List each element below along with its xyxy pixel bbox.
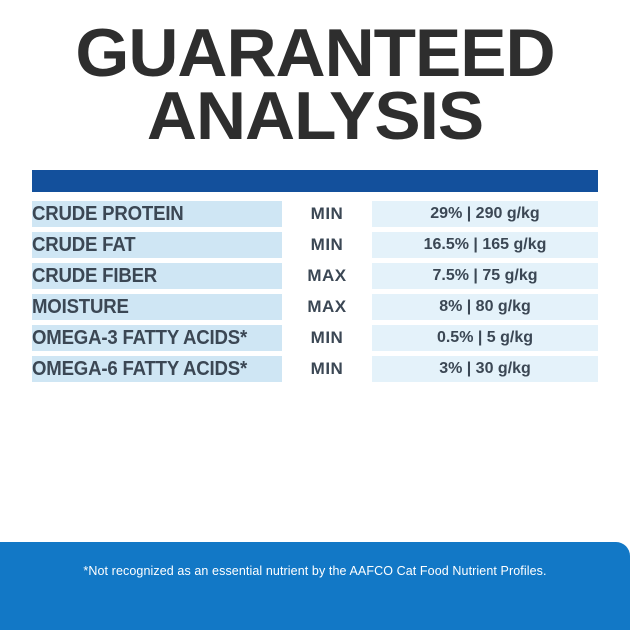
nutrient-name-cell bbox=[32, 356, 282, 382]
qualifier-cell: MIN bbox=[282, 356, 372, 382]
nutrient-name-text: OMEGA-3 FATTY ACIDS* bbox=[32, 326, 248, 349]
table-row bbox=[32, 356, 598, 382]
value-cell: 8% | 80 g/kg bbox=[372, 294, 598, 320]
table-row bbox=[32, 263, 598, 289]
page-title bbox=[0, 0, 630, 155]
title-line-2: ANALYSIS bbox=[146, 78, 484, 155]
qualifier-cell: MAX bbox=[282, 294, 372, 320]
nutrient-name-cell bbox=[32, 294, 282, 320]
footnote-text: *Not recognized as an essential nutrient by the AAFCO Cat Food Nutrient Profiles. bbox=[83, 564, 547, 578]
table-row bbox=[32, 325, 598, 351]
qualifier-cell: MIN bbox=[282, 232, 372, 258]
nutrient-name-text: OMEGA-6 FATTY ACIDS* bbox=[32, 357, 248, 380]
title-line-1: GUARANTEED bbox=[75, 15, 555, 91]
nutrient-name-cell bbox=[32, 201, 282, 227]
qualifier-cell: MIN bbox=[282, 201, 372, 227]
qualifier-cell: MAX bbox=[282, 263, 372, 289]
qualifier-cell: MIN bbox=[282, 325, 372, 351]
footer-bar bbox=[0, 542, 630, 630]
table-row bbox=[32, 294, 598, 320]
value-cell: 16.5% | 165 g/kg bbox=[372, 232, 598, 258]
nutrient-name-cell bbox=[32, 325, 282, 351]
analysis-table bbox=[32, 196, 598, 387]
nutrient-name-cell bbox=[32, 232, 282, 258]
value-cell: 3% | 30 g/kg bbox=[372, 356, 598, 382]
table-row bbox=[32, 201, 598, 227]
analysis-table-wrapper bbox=[32, 170, 598, 387]
nutrient-name-text: CRUDE PROTEIN bbox=[32, 202, 184, 225]
value-cell: 0.5% | 5 g/kg bbox=[372, 325, 598, 351]
nutrient-name-cell bbox=[32, 263, 282, 289]
value-cell: 7.5% | 75 g/kg bbox=[372, 263, 598, 289]
nutrient-name-text: MOISTURE bbox=[32, 295, 129, 318]
nutrient-name-text: CRUDE FAT bbox=[32, 233, 136, 256]
table-row bbox=[32, 232, 598, 258]
value-cell: 29% | 290 g/kg bbox=[372, 201, 598, 227]
table-header-bar bbox=[32, 170, 598, 192]
nutrient-name-text: CRUDE FIBER bbox=[32, 264, 158, 287]
